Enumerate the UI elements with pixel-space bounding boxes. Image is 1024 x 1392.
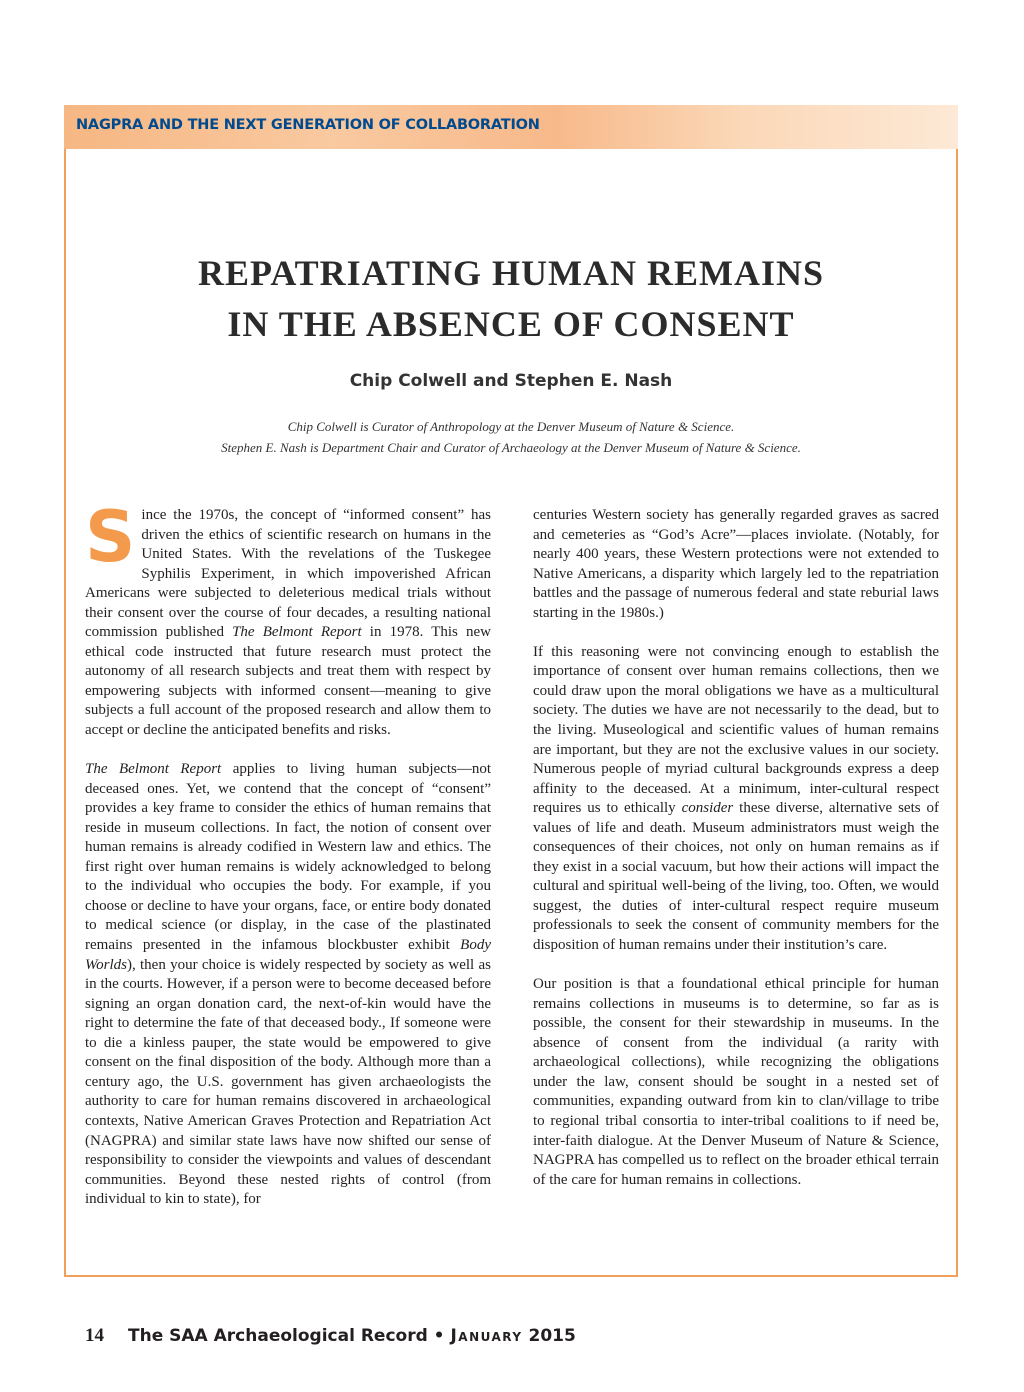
paragraph-5: Our position is that a foundational ethical principle for human remains collections in museums is to determine, so far as is possible, the consent for their stewardship in museums. In the absence of consent from the individual (a rarity with archaeological collections), while recognizing the obligations under the law, consent should be sought in a nested set of communities, expanding outward from kin to clan/village to tribe to regional tribal consortia to inter-tribal coalitions to if need be, inter-faith dialogue. At the Denver Museum of Nature & Science, NAGPRA has compelled us to reflect on the broader ethical terrain of the care for human remains in collections. xyxy=(533,976,939,1188)
publication-name: The SAA Archaeological Record xyxy=(128,1326,428,1346)
paragraph-text: ince the 1970s, the concept of “informed consent” has driven the ethics of scientific research on humans in the United States. With the revelations of the Tuskegee Syphilis Experiment, in which impoverished African Americans were subjected to deleterious medical trials without their consent over the course of four decades, a resulting national commission published xyxy=(85,507,491,641)
title-line-2: IN THE ABSENCE OF CONSENT xyxy=(227,304,795,344)
paragraph-text: these diverse, alternative sets of values of life and death. Museum administrators must weigh the consequences of their choices, not only on human remains as if they exist in a social vacuum, but how their actions will impact the cultural and spiritual well-being of the living, too. Often, we would suggest, the duties of inter-cultural respect require museum professionals to seek the consent of community members for the disposition of human remains under their institution’s care. xyxy=(533,800,939,954)
paragraph-text: in 1978. This new ethical code instructed that future research must protect the autonomy of all research subjects and treat them with respect by empowering subjects with informed consent—meaning to give subjects a full account of the proposed research and allow them to accept or decline the anticipated benefits and risks. xyxy=(85,624,491,739)
paragraph-text: ), then your choice is widely respected by society as well as in the courts. However, if a person were to become deceased before signing an organ donation card, the next-of-kin would have the right to determine the fate of that deceased body., If someone were to die a kinless pauper, the state would be empowered to give consent on the final disposition of the body. Although more than a century ago, the U.S. government has given archaeologists the authority to care for human remains discovered in archaeological contexts, Native American Graves Protection and Repatriation Act (NAGPRA) and similar state laws have now shifted our sense of responsibility to consider the viewpoints and values of descendant communities. Beyond these nested rights of control (from individual to kin to state), for xyxy=(85,956,491,1208)
issue-year: 2015 xyxy=(528,1326,576,1346)
article-authors: Chip Colwell and Stephen E. Nash xyxy=(349,371,673,391)
paragraph-text: applies to living human subjects—not deceased ones. Yet, we contend that the concept of “consent” provides a key frame to consider the ethics of human remains that reside in museum collections. In fact, the notion of consent over human remains is already codified in Western law and ethics. The first right over human remains is widely acknowledged to belong to the individual who occupies the body. For example, if you choose or decline to have your organs, face, or entire body donated to medical science (or display, in the case of the plastinated remains presented in the infamous blockbuster exhibit xyxy=(85,761,491,954)
emphasis-text: consider xyxy=(681,800,734,817)
article-title xyxy=(64,248,958,350)
title-line-1: REPATRIATING HUMAN REMAINS xyxy=(197,253,824,293)
body-column-left xyxy=(85,496,491,1229)
drop-cap: S xyxy=(85,496,136,578)
paragraph-1 xyxy=(85,496,491,741)
footer-bullet: • xyxy=(433,1326,445,1346)
paragraph-2 xyxy=(85,760,491,1210)
report-title: The Belmont Report xyxy=(232,624,362,641)
page-footer xyxy=(85,1325,576,1347)
series-title: NAGPRA AND THE NEXT GENERATION OF COLLABORATION xyxy=(76,117,540,133)
page-number: 14 xyxy=(85,1325,104,1346)
exhibit-title: Body Worlds xyxy=(85,937,491,973)
affiliation-nash: Stephen E. Nash is Department Chair and Curator of Archaeology at the Denver Museum of Nature & Science. xyxy=(221,440,801,455)
report-title: The Belmont Report xyxy=(85,761,222,778)
paragraph-text: If this reasoning were not convincing enough to establish the importance of consent over human remains collections, then we could draw upon the moral obligations we have as a multicultural society. The duties we have are not necessarily to the dead, but to the living. Museological and scientific values of human remains are important, but they are not the exclusive values in our society. Numerous people of myriad cultural backgrounds express a deep affinity to the deceased. At a minimum, inter-cultural respect requires us to ethically xyxy=(533,643,939,817)
issue-month: January xyxy=(450,1326,523,1346)
paragraph-3: centuries Western society has generally regarded graves as sacred and cemeteries as “God’s Acre”—places inviolate. (Notably, for nearly 400 years, these Western protections were not extended to Native Americans, a disparity which largely led to the repatriation battles and the passage of numerous federal and state reburial laws starting in the 1980s.) xyxy=(533,507,939,621)
affiliation-colwell: Chip Colwell is Curator of Anthropology at the Denver Museum of Nature & Science. xyxy=(287,419,735,434)
section-banner xyxy=(64,105,958,149)
body-column-right xyxy=(533,506,939,1210)
paragraph-4 xyxy=(533,643,939,956)
